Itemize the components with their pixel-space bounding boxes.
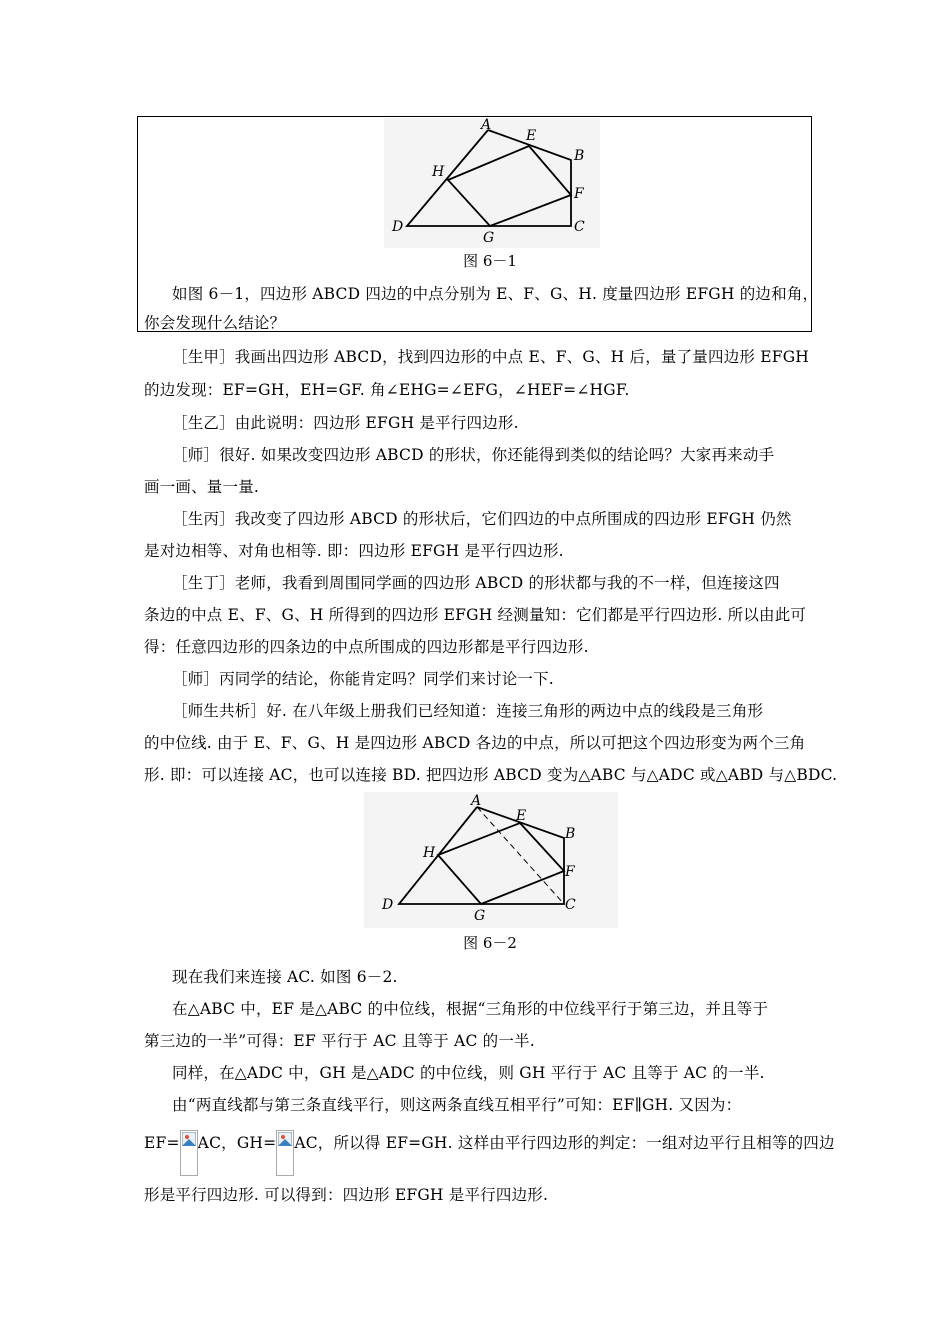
formula-part-3: AC，所以得 EF=GH. 这样由平行四边形的判定：一组对边平行且相等的四边 [294, 1134, 835, 1152]
label2-G: G [474, 908, 486, 924]
text-line-3: ［生乙］由此说明：四边形 EFGH 是平行四边形. [172, 414, 519, 432]
figure-6-1-caption: 图 6－1 [463, 252, 517, 270]
label-E: E [526, 128, 537, 144]
figure-6-1 [384, 118, 600, 248]
label-C: C [574, 219, 585, 235]
box-text-1: 如图 6－1，四边形 ABCD 四边的中点分别为 E、F、G、H. 度量四边形 EFGH 的边和角， [172, 285, 819, 303]
label2-F: F [565, 864, 575, 880]
text2-line-3: 第三边的一半”可得：EF 平行于 AC 且等于 AC 的一半. [144, 1032, 535, 1050]
broken-image-icon [276, 1130, 294, 1176]
text-line-11: ［师］丙同学的结论，你能肯定吗？同学们来讨论一下. [172, 670, 554, 688]
label2-H: H [423, 845, 436, 861]
label-F: F [574, 186, 584, 202]
broken-image-icon [180, 1130, 198, 1176]
text-line-12: ［师生共析］好. 在八年级上册我们已经知道：连接三角形的两边中点的线段是三角形 [172, 702, 764, 720]
text-line-10: 得：任意四边形的四条边的中点所围成的四边形都是平行四边形. [144, 638, 589, 656]
label-D: D [392, 219, 404, 235]
text-line-14: 形. 即：可以连接 AC，也可以连接 BD. 把四边形 ABCD 变为△ABC 与△ADC 或△ABD 与△BDC. [144, 766, 838, 784]
formula-part-2: AC，GH= [197, 1134, 277, 1152]
text-line-9: 条边的中点 E、F、G、H 所得到的四边形 EFGH 经测量知：它们都是平行四边形. 所以由此可 [144, 606, 807, 624]
text-line-2: 的边发现：EF=GH，EH=GF. 角∠EHG=∠EFG，∠HEF=∠HGF. [144, 381, 630, 399]
text-line-13: 的中位线. 由于 E、F、G、H 是四边形 ABCD 各边的中点，所以可把这个四边形变为两个三角 [144, 734, 806, 752]
text-line-7: 是对边相等、对角也相等. 即：四边形 EFGH 是平行四边形. [144, 542, 564, 560]
text-line-1: ［生甲］我画出四边形 ABCD，找到四边形的中点 E、F、G、H 后，量了量四边形 EFGH [172, 348, 810, 366]
label2-C: C [565, 897, 576, 913]
formula-line [144, 1130, 835, 1176]
text-line-6: ［生丙］我改变了四边形 ABCD 的形状后，它们四边的中点所围成的四边形 EFGH 仍然 [172, 510, 792, 528]
label-G: G [483, 230, 495, 246]
text2-line-5: 由“两直线都与第三条直线平行，则这两条直线互相平行”可知：EF∥GH. 又因为： [172, 1096, 742, 1114]
box-text-2: 你会发现什么结论？ [144, 314, 286, 332]
label-B: B [574, 148, 585, 164]
label2-B: B [565, 826, 576, 842]
text2-line-1: 现在我们来连接 AC. 如图 6－2. [172, 968, 398, 986]
label-A: A [481, 118, 492, 133]
text-line-8: ［生丁］老师，我看到周围同学画的四边形 ABCD 的形状都与我的不一样，但连接这四 [172, 574, 780, 592]
last-line: 形是平行四边形. 可以得到：四边形 EFGH 是平行四边形. [144, 1186, 549, 1204]
text2-line-4: 同样，在△ADC 中，GH 是△ADC 的中位线，则 GH 平行于 AC 且等于 AC 的一半. [172, 1064, 765, 1082]
label2-A: A [471, 793, 482, 809]
text2-line-2: 在△ABC 中，EF 是△ABC 的中位线，根据“三角形的中位线平行于第三边，并且等于 [172, 1000, 769, 1018]
label2-D: D [382, 897, 394, 913]
figure-6-2 [364, 792, 618, 928]
text-line-4: ［师］很好. 如果改变四边形 ABCD 的形状，你还能得到类似的结论吗？大家再来动手 [172, 446, 775, 464]
text-line-5: 画一画、量一量. [144, 478, 260, 496]
label-H: H [432, 164, 445, 180]
label2-E: E [516, 808, 527, 824]
formula-part-1: EF= [144, 1134, 180, 1152]
figure-6-2-caption: 图 6－2 [463, 934, 517, 952]
